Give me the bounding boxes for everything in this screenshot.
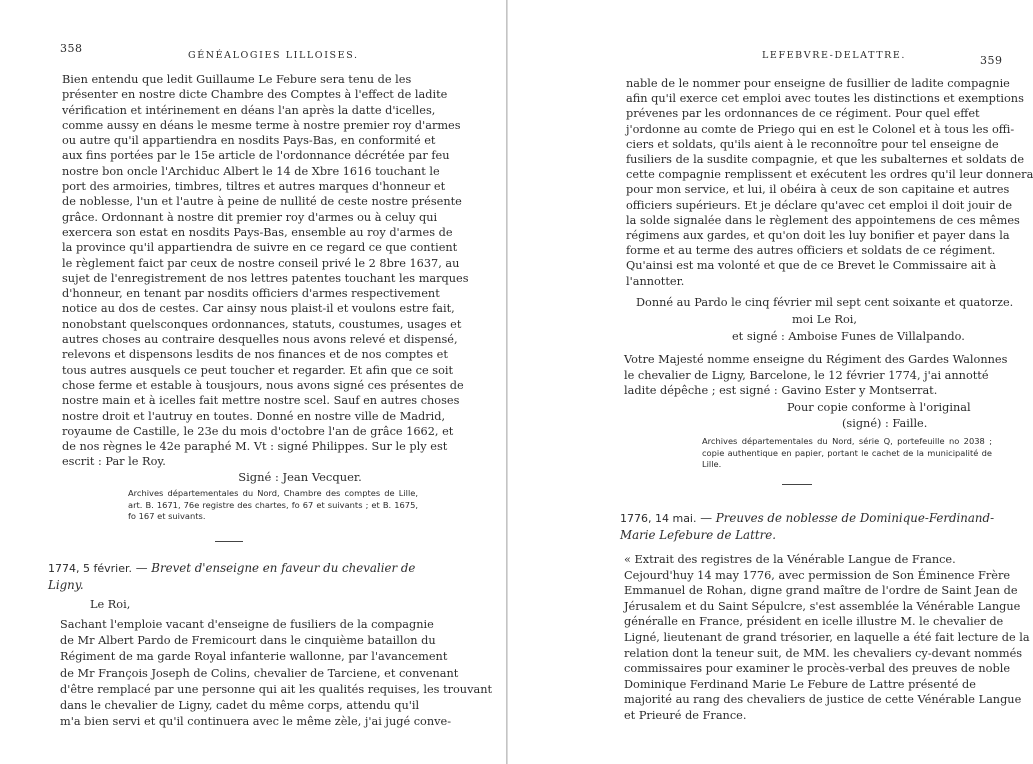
section-date: 1774, 5 février. [48,562,132,575]
text-line: Jérusalem et du Saint Sépulcre, s'est assemblée la Vénérable Langue [624,599,1021,613]
text-line: officiers supérieurs. Et je déclare qu'avec cet emploi il doit jouir de [626,198,1013,212]
text-line: forme et au terme des autres officiers et soldats de ce régiment. [626,244,996,258]
text-line: Ligné, lieutenant de grand trésorier, en laquelle a été fait lecture de la [624,630,1030,644]
text-line: j'ordonne au comte de Priego qui en est le Colonel et à tous les offi- [626,122,1015,136]
text-line: relation dont la teneur suit, de MM. les chevaliers cy-devant nommés [624,646,1023,660]
text-line: Régiment de ma garde Royal infanterie wallonne, par l'avancement [60,650,448,664]
text-line: pour mon service, et lui, il obéira à ceux de son capitaine et autres [626,183,1010,197]
text-line: ciers et soldats, qu'ils aient à le reconnoître pour tel enseigne de [626,137,999,151]
text-line: de Mr François Joseph de Colins, chevalier de Tarciene, et convenant [60,666,459,680]
text-line: fusiliers de la susdite compagnie, et que les subalternes et soldats de [626,153,1025,167]
section-heading [620,510,1000,544]
text-line: nostre main et à icelles fait mettre nostre scel. Sauf en autres choses [62,394,460,408]
text-line: Sachant l'emploie vacant d'enseigne de fusiliers de la compagnie [60,618,434,631]
text-line: sujet de l'enregistrement de nos lettres patentes touchant les marques [62,271,469,285]
book-gutter [506,0,508,764]
text-line: nostre droit et l'autruy en toutes. Donné en nostre ville de Madrid, [62,409,446,423]
text-line: d'être remplacé par une personne qui ait les qualités requises, les trouvant [60,682,493,696]
body-paragraph [60,617,493,730]
text-line: nable de le nommer pour enseigne de fusillier de ladite compagnie [626,77,1010,90]
text-line: Dominique Ferdinand Marie Le Febure de Lattre présenté de [624,677,976,691]
archive-note: Archives départementales du Nord, Chambre des comptes de Lille, art. B. 1671, 76e registre des chartes, fo 67 et suivants ; et B. 1675, fo 167 et suivants. [128,488,418,521]
text-line: ou autre qu'il appartiendra en nosdits Pays-Bas, en conformité et [62,134,436,148]
text-line: Qu'ainsi est ma volonté et que de ce Brevet le Commissaire ait à [626,259,997,273]
running-head: LEFEBVRE-DELATTRE. [762,50,907,61]
text-line: chose ferme et estable à tousjours, nous avons signé ces présentes de [62,378,464,392]
given-line: Donné au Pardo le cinq février mil sept cent soixante et quatorze. [636,296,1014,309]
text-line: présenter en nostre dicte Chambre des Comptes à l'effect de ladite [62,88,448,102]
text-line: grâce. Ordonnant à nostre dit premier roy d'armes ou à celuy qui [62,210,438,224]
text-line: Bien entendu que ledit Guillaume Le Febure sera tenu de les [62,73,412,86]
running-head: GÉNÉALOGIES LILLOISES. [188,50,359,61]
text-line: escrit : Par le Roy. [62,455,166,469]
text-line: port des armoiries, timbres, tiltres et autres marques d'honneur et [62,180,446,194]
text-line: le règlement faict par ceux de nostre conseil privé le 2 8bre 1637, au [62,256,460,270]
text-line: régimens aux gardes, et qu'on doit les luy bonifier et payer dans la [626,229,1010,243]
text-line: royaume de Castille, le 23e du mois d'octobre l'an de grâce 1662, et [62,424,454,438]
divider-rule [215,541,243,542]
left-page [0,0,500,764]
text-line: notice au dos de cestes. Car ainsy nous plaist-il et voulons estre fait, [62,302,455,316]
text-line: Emmanuel de Rohan, digne grand maître de l'ordre de Saint Jean de [624,584,1018,598]
text-line: la province qu'il appartiendra de suivre en ce regard ce que contient [62,241,458,255]
section-title: — Preuves de noblesse de Dominique-Ferdinand-Marie Lefebure de Lattre. [620,511,995,542]
text-line: l'annotter. [626,274,685,288]
section-title: — Brevet d'enseigne en faveur du chevalier de Ligny. [48,561,416,592]
text-line: ladite dépêche ; est signé : Gavino Ester y Montserrat. [624,384,938,397]
text-line: la solde signalée dans le règlement des appointemens de ces mêmes [626,213,1020,227]
text-line: nostre bon oncle l'Archiduc Albert le 14 de Xbre 1616 touchant le [62,164,440,178]
text-line: et Prieuré de France. [624,708,747,722]
text-line: cette compagnie remplissent et exécutent les ordres qu'il leur donnera [626,168,1033,182]
text-line: d'honneur, en tenant par nosdits officiers d'armes respectivement [62,287,440,301]
text-line: prévenes par les ordonnances de ce régiment. Pour quel effet [626,107,980,121]
text-line: majorité au rang des chevaliers de justice de cette Vénérable Langue [624,693,1022,707]
signature-line: Signé : Jean Vecquer. [238,470,362,484]
section-heading [48,560,428,594]
section-date: 1776, 14 mai. [620,512,697,525]
text-line: de nos règnes le 42e paraphé M. Vt : signé Philippes. Sur le ply est [62,440,448,454]
archive-note: Archives départementales du Nord, série Q, portefeuille no 2038 ; copie authentique en papier, portant le cachet de la municipalité de Lille. [702,436,992,469]
body-paragraph [62,72,469,470]
divider-rule [782,484,812,485]
text-line: m'a bien servi et qu'il continuera avec le même zèle, j'ai jugé conve- [60,715,452,729]
body-paragraph [624,552,1030,724]
text-line: nonobstant quelsconques ordonnances, statuts, coustumes, usages et [62,317,462,331]
page-number: 358 [60,42,83,55]
body-paragraph [626,76,1033,289]
page-number: 359 [980,54,1003,67]
text-line: vérification et intérinement en déans l'an après la datte d'icelles, [62,103,436,117]
text-line: autres choses au contraire desquelles nous avons relevé et dispensé, [62,333,458,347]
king-signature: moi Le Roi, [792,313,858,326]
text-line: généralle en France, président en icelle illustre M. le chevalier de [624,615,1004,629]
text-line: Cejourd'huy 14 may 1776, avec permission de Son Éminence Frère [624,568,1011,582]
text-line: afin qu'il exerce cet emploi avec toutes les distinctions et exemptions [626,92,1024,106]
copy-signature: (signé) : Faille. [842,417,928,430]
text-line: tous autres ausquels ce peut toucher et regarder. Et afin que ce soit [62,363,454,377]
text-line: « Extrait des registres de la Vénérable Langue de France. [624,553,956,566]
text-line: relevons et dispensons lesdits de nos finances et de nos comptes et [62,348,448,362]
text-line: comme aussy en déans le mesme terme à nostre premier roy d'armes [62,118,461,132]
text-line: le chevalier de Ligny, Barcelone, le 12 février 1774, j'ai annotté [624,368,989,382]
secretary-signature: et signé : Amboise Funes de Villalpando. [732,330,965,343]
salutation: Le Roi, [90,598,131,611]
copy-line: Pour copie conforme à l'original [787,401,971,414]
text-line: de noblesse, l'un et l'autre à peine de nullité de ceste nostre présente [62,195,462,209]
text-line: commissaires pour examiner le procès-verbal des preuves de noble [624,662,1011,676]
text-line: exercera son estat en nosdits Pays-Bas, ensemble au roy d'armes de [62,225,453,239]
text-line: Votre Majesté nomme enseigne du Régiment des Gardes Walonnes [624,353,1008,366]
right-page [512,0,1033,764]
text-line: dans le chevalier de Ligny, cadet du même corps, attendu qu'il [60,699,420,713]
text-line: aux fins portées par le 15e article de l'ordonnance décrétée par feu [62,149,450,163]
text-line: de Mr Albert Pardo de Fremicourt dans le cinquième bataillon du [60,634,436,648]
body-paragraph [624,352,1008,399]
